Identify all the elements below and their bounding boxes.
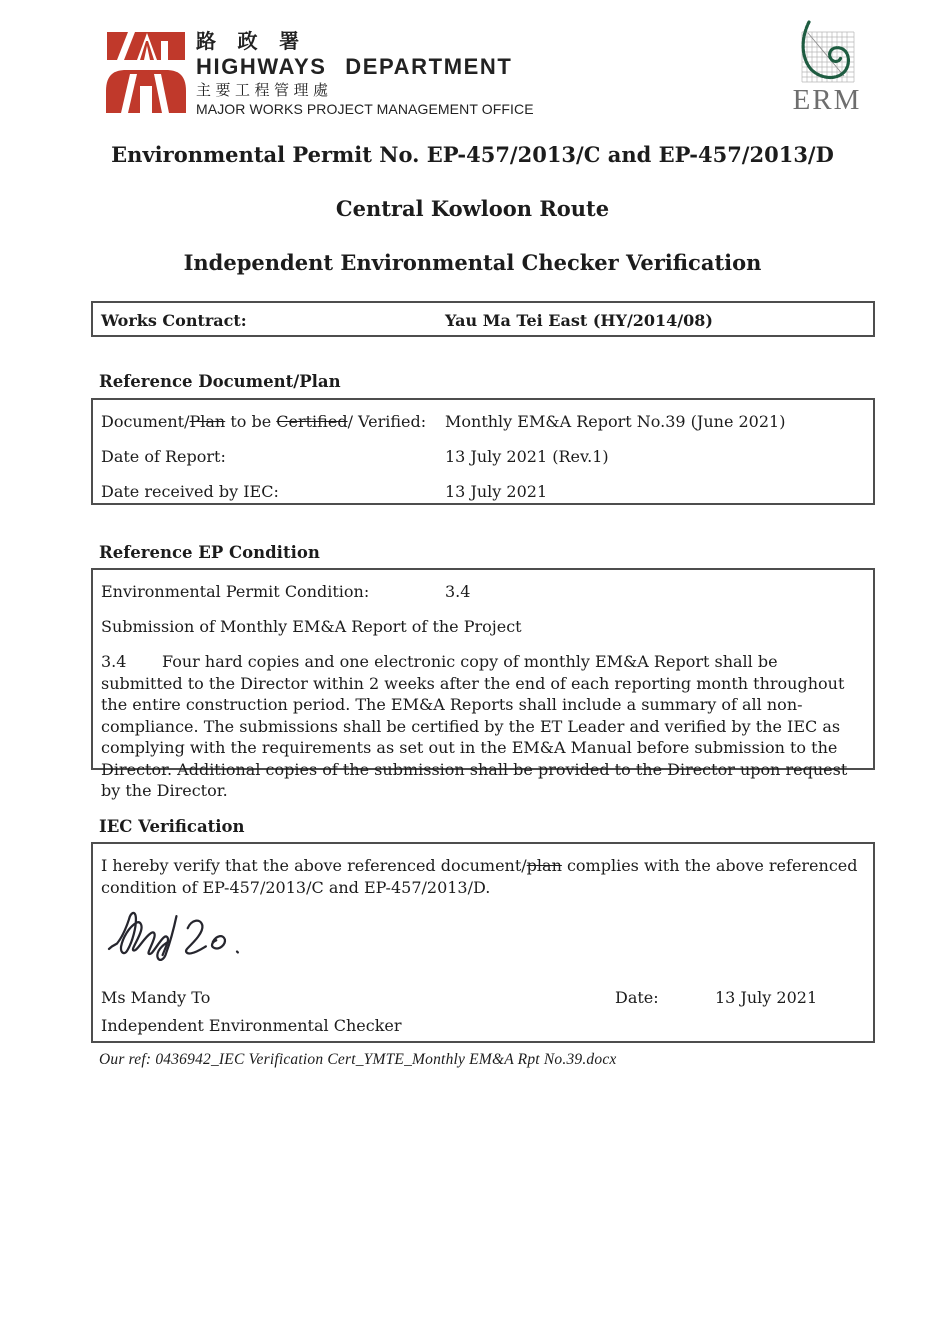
our-ref-line: Our ref: 0436942_IEC Verification Cert_YMTE_Monthly EM&A Rpt No.39.docx <box>99 1051 617 1068</box>
iec-verification-heading: IEC Verification <box>99 817 245 836</box>
works-contract-box <box>91 301 875 337</box>
title-document-type: Independent Environmental Checker Verification <box>183 250 762 275</box>
date-of-report-label: Date of Report: <box>101 447 226 466</box>
ep-condition-row <box>93 581 873 602</box>
reference-ep-condition-box <box>91 568 875 800</box>
signatory-row <box>93 987 881 1008</box>
iec-verification-box <box>91 842 875 1043</box>
title-environmental-permit: Environmental Permit No. EP-457/2013/C and EP-457/2013/D <box>111 142 834 167</box>
hyd-chinese-office: 主要工程管理處 <box>196 82 333 99</box>
title-project-name: Central Kowloon Route <box>335 196 610 221</box>
hyd-chinese-name: 路 政 署 <box>196 31 308 53</box>
signatory-title: Independent Environmental Checker <box>101 1016 402 1035</box>
document-value: Monthly EM&A Report No.39 (June 2021) <box>445 412 786 431</box>
date-of-report-value: 13 July 2021 (Rev.1) <box>445 447 609 466</box>
struck-word-plan-2: plan <box>526 856 562 875</box>
hyd-english-office: MAJOR WORKS PROJECT MANAGEMENT OFFICE <box>196 101 534 117</box>
date-of-report-row <box>93 446 873 467</box>
ep-condition-subject: Submission of Monthly EM&A Report of the Project <box>101 617 522 636</box>
reference-ep-condition-heading: Reference EP Condition <box>99 543 320 562</box>
clause-text: Four hard copies and one electronic copy of monthly EM&A Report shall be submitted to the Director within 2 weeks after the end of each reporting month throughout the entire construction period. The EM&A Reports shall include a summary of all non-compliance. The submissions shall be certified by the ET Leader and verified by the IEC as complying with the requirements as set out in the EM&A Manual before submission to the Director. Additional copies of the submission shall be provided to the Director upon request by the Director. <box>101 652 848 800</box>
highways-department-logo-icon <box>104 29 190 119</box>
reference-document-box <box>91 398 875 505</box>
ep-condition-label: Environmental Permit Condition: <box>101 582 370 601</box>
struck-word-certified: Certified <box>276 412 348 431</box>
reference-document-heading: Reference Document/Plan <box>99 372 341 391</box>
document-to-be-verified-row <box>93 411 873 432</box>
hyd-english-name: HIGHWAYS DEPARTMENT <box>196 54 513 79</box>
signature-handwritten <box>105 904 305 972</box>
date-received-value: 13 July 2021 <box>445 482 548 501</box>
erm-wordmark: ERM <box>792 84 862 116</box>
date-label: Date: <box>615 988 659 1007</box>
works-contract-value: Yau Ma Tei East (HY/2014/08) <box>445 311 713 330</box>
erm-logo <box>788 20 866 114</box>
erm-fern-icon <box>792 20 862 88</box>
clause-number: 3.4 <box>101 652 127 671</box>
works-contract-label: Works Contract: <box>101 311 247 330</box>
highways-department-letterhead <box>196 31 534 118</box>
struck-word-plan: Plan <box>189 412 226 431</box>
date-received-label: Date received by IEC: <box>101 482 279 501</box>
ep-condition-value: 3.4 <box>445 582 471 601</box>
verification-statement: I hereby verify that the above referenced document/plan complies with the above referenced condition of EP-457/2013/C and EP-457/2013/D. <box>101 856 858 897</box>
date-received-row <box>93 481 873 502</box>
signatory-name: Ms Mandy To <box>101 988 211 1007</box>
document-label: Document/Plan to be Certified/ Verified: <box>101 412 427 431</box>
ep-condition-clause <box>93 651 873 802</box>
date-value: 13 July 2021 <box>715 988 818 1007</box>
